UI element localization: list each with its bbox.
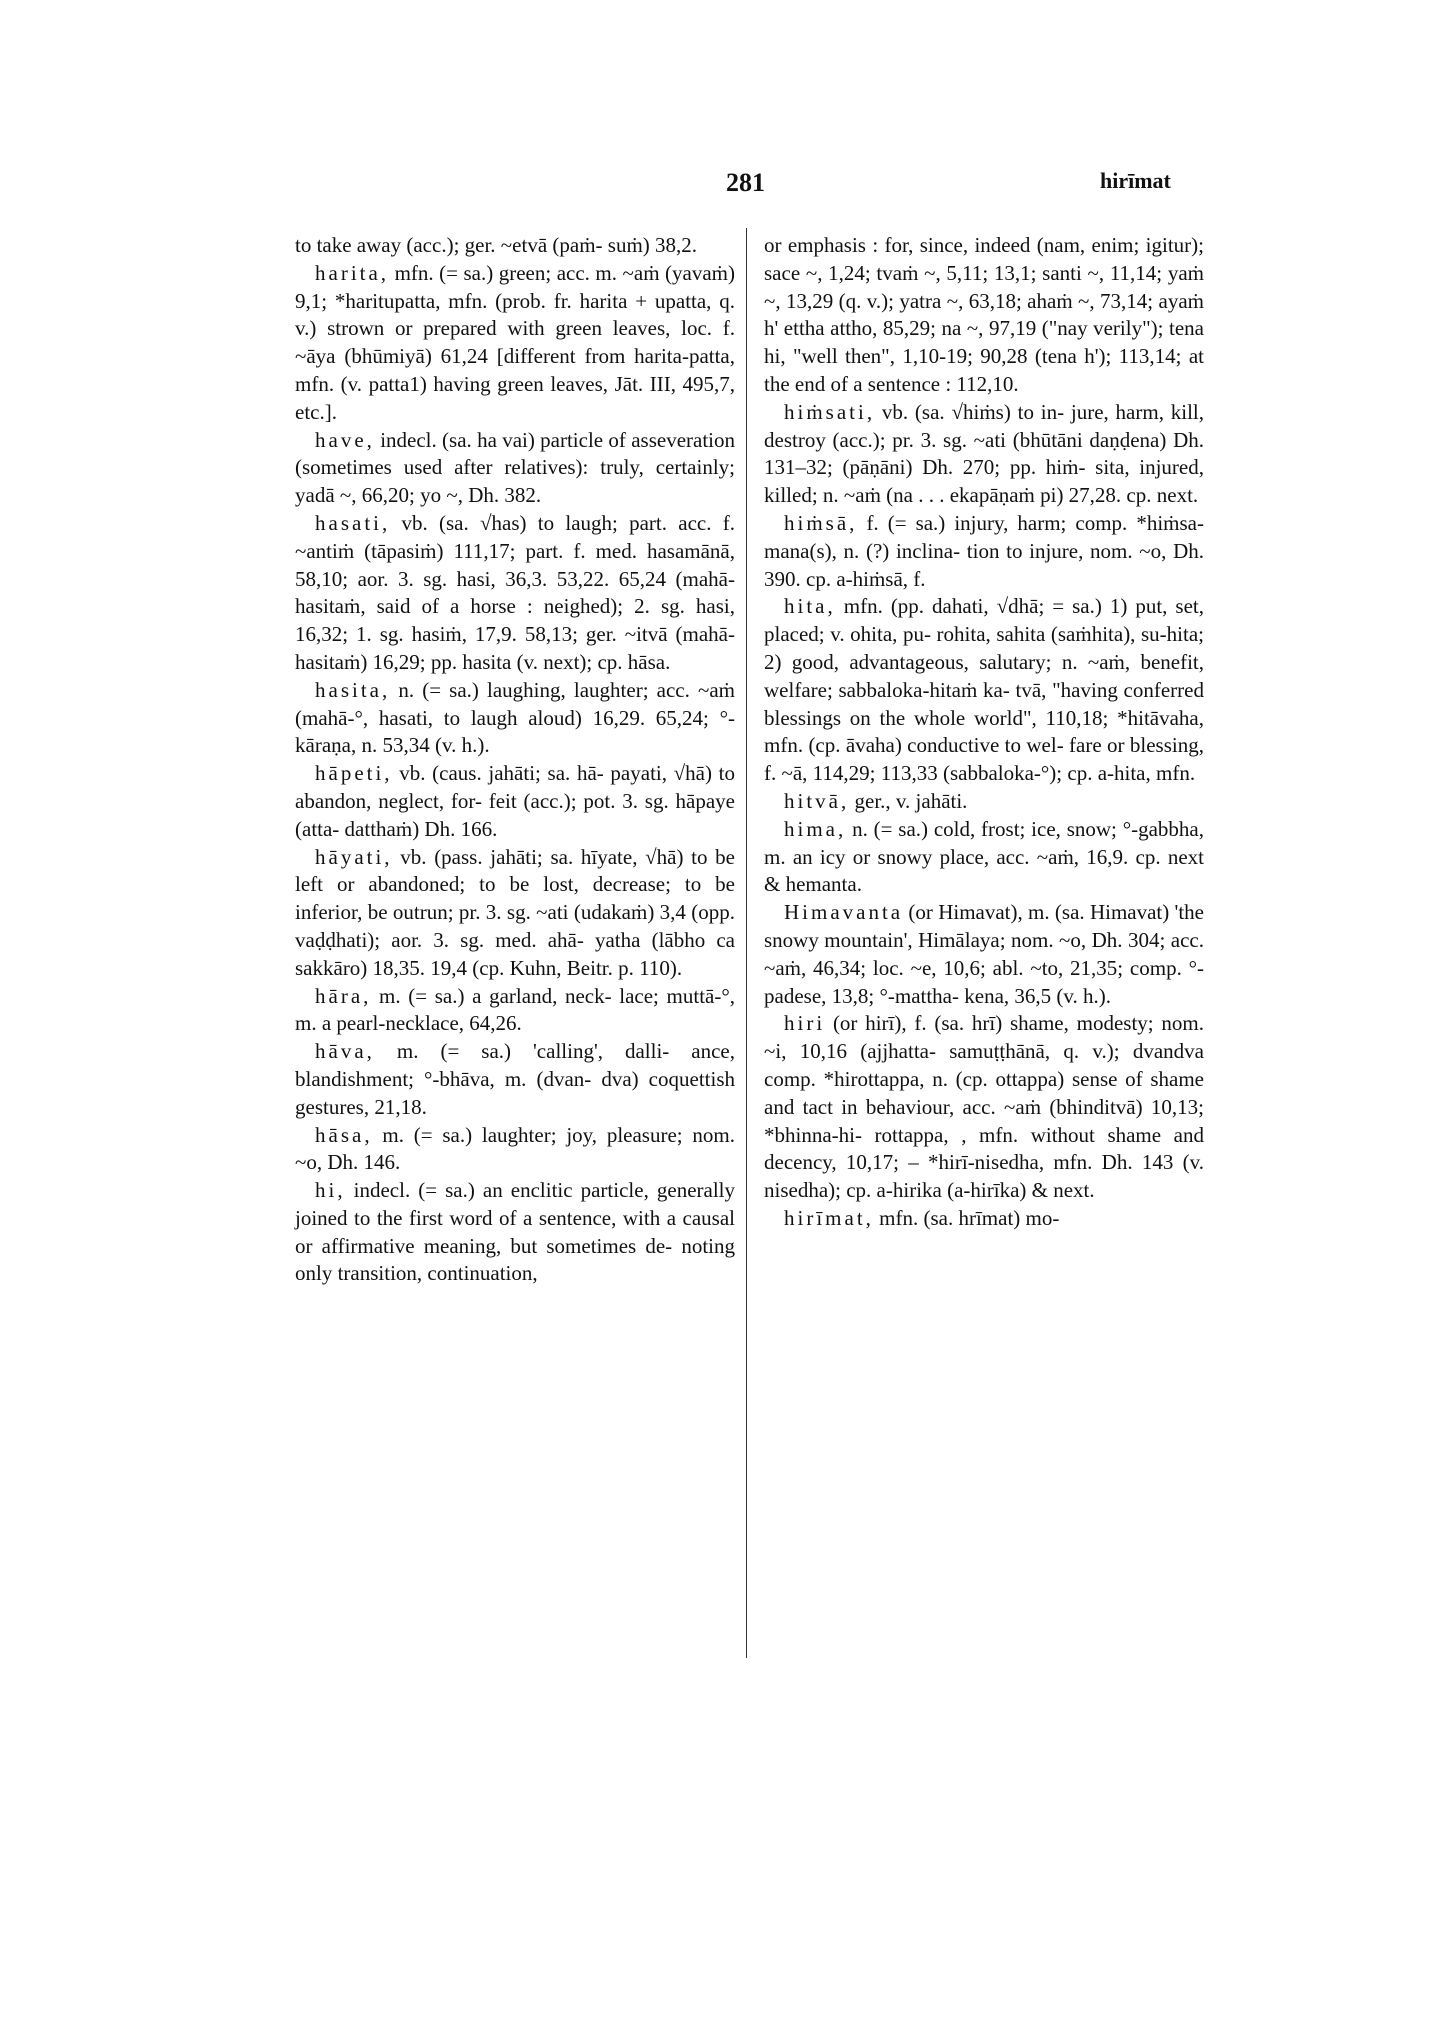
entry-text: mfn. (= sa.) green; acc. m. ~aṁ (yavaṁ) 9,1; *haritupatta, mfn. (prob. fr. harita + upatta, q. v.) strown or prepared with green leaves, loc. f. ~āya (bhūmiyā) 61,24 [different from harita-patta, mfn. (v. patta1) having green leaves, Jāt. III, 495,7, etc.]. bbox=[295, 260, 735, 424]
dictionary-entry bbox=[295, 260, 735, 427]
entry-text: (or hirī), f. (sa. hrī) shame, modesty; nom. ~i, 10,16 (ajjhatta- samuṭṭhānā, q. v.); dvandva comp. *hirottappa, n. (cp. ottappa) sense of shame and tact in behaviour, acc. ~aṁ (bhinditvā) 10,13; *bhinna-hi- rottappa, , mfn. without shame and decency, 10,17; – *hirī-nisedha, mfn. Dh. 143 (v. nisedha); cp. a-hirika (a-hirīka) & next. bbox=[764, 1011, 1204, 1203]
headword: hāpeti, bbox=[315, 761, 393, 786]
dictionary-entry bbox=[295, 1122, 735, 1178]
entry-text: indecl. (= sa.) an enclitic particle, generally joined to the first word of a sentence, with a causal or affirmative meaning, but sometimes de- noting only transition, continuation, bbox=[295, 1178, 735, 1286]
headword: hita, bbox=[784, 594, 836, 619]
headword: hi, bbox=[315, 1178, 346, 1203]
dictionary-entry bbox=[764, 1010, 1204, 1205]
dictionary-entry bbox=[764, 510, 1204, 593]
dictionary-entry bbox=[295, 983, 735, 1039]
dictionary-entry bbox=[295, 677, 735, 760]
dictionary-entry bbox=[764, 816, 1204, 899]
page-header bbox=[0, 168, 1440, 208]
entry-text: mfn. (sa. hrīmat) mo- bbox=[873, 1205, 1060, 1230]
dictionary-entry bbox=[295, 760, 735, 843]
entry-text: indecl. (sa. ha vai) particle of asseveration (sometimes used after relatives): truly, certainly; yadā ~, 66,20; yo ~, Dh. 382. bbox=[295, 427, 735, 508]
headword: hima, bbox=[784, 816, 847, 841]
entry-text: (or Himavat), m. (sa. Himavat) 'the snowy mountain', Himālaya; nom. ~o, Dh. 304; acc. ~aṁ, 46,34; loc. ~e, 10,6; abl. ~to, 21,35; comp. °-padese, 13,8; °-mattha- kena, 36,5 (v. h.). bbox=[764, 900, 1204, 1008]
entry-text: vb. (sa. √has) to laugh; part. acc. f. ~antiṁ (tāpasiṁ) 111,17; part. f. med. hasamānā, 58,10; aor. 3. sg. hasi, 36,3. 53,22. 65,24 (mahā- hasitaṁ, said of a horse : neighed); 2. sg. hasi, 16,32; 1. sg. hasiṁ, 17,9. 58,13; ger. ~itvā (mahā-hasitaṁ) 16,29; pp. hasita (v. next); cp. hāsa. bbox=[295, 510, 735, 674]
headword: hirīmat, bbox=[784, 1205, 874, 1230]
page-number: 281 bbox=[726, 168, 765, 197]
dictionary-entry bbox=[295, 1177, 735, 1288]
dictionary-entry bbox=[764, 232, 1204, 399]
dictionary-entry bbox=[764, 593, 1204, 788]
entry-text: m. (= sa.) laughter; joy, pleasure; nom. ~o, Dh. 146. bbox=[295, 1122, 735, 1175]
right-column bbox=[764, 232, 1204, 1233]
headword: hiṁsā, bbox=[784, 510, 858, 535]
dictionary-entry bbox=[295, 427, 735, 510]
entry-text: to take away (acc.); ger. ~etvā (paṁ- suṁ) 38,2. bbox=[295, 233, 698, 257]
headword: harita, bbox=[315, 260, 390, 285]
column-divider bbox=[746, 228, 747, 1658]
dictionary-entry bbox=[295, 232, 735, 260]
dictionary-entry bbox=[764, 1205, 1204, 1233]
headword: hiri bbox=[784, 1011, 826, 1036]
entry-text: mfn. (pp. dahati, √dhā; = sa.) 1) put, set, placed; v. ohita, pu- rohita, sahita (saṁhita), su-hita; 2) good, advantageous, salutary; n. ~aṁ, benefit, welfare; sabbaloka-hitaṁ ka- tvā, "having conferred blessings on the whole world", 110,18; *hitāvaha, mfn. (cp. āvaha) conductive to wel- fare or blessing, f. ~ā, 114,29; 113,33 (sabbaloka-°); cp. a-hita, mfn. bbox=[764, 594, 1204, 786]
entry-text: ger., v. jahāti. bbox=[849, 788, 968, 813]
entry-text: f. (= sa.) injury, harm; comp. *hiṁsa-mana(s), n. (?) inclina- tion to injure, nom. ~o, Dh. 390. cp. a-hiṁsā, f. bbox=[764, 510, 1204, 591]
dictionary-entry bbox=[764, 788, 1204, 816]
headword: hitvā, bbox=[784, 788, 850, 813]
left-column bbox=[295, 232, 735, 1288]
headword: hāyati, bbox=[315, 844, 393, 869]
headword: hāva, bbox=[315, 1039, 375, 1064]
entry-text: vb. (caus. jahāti; sa. hā- payati, √hā) to abandon, neglect, for- feit (acc.); pot. 3. sg. hāpaye (atta- datthaṁ) Dh. 166. bbox=[295, 761, 735, 841]
entry-text: m. (= sa.) a garland, neck- lace; muttā-°, m. a pearl-necklace, 64,26. bbox=[295, 983, 735, 1036]
running-head: hirīmat bbox=[1100, 168, 1171, 193]
entry-text: vb. (pass. jahāti; sa. hīyate, √hā) to be left or abandoned; to be lost, decrease; to be inferior, be outrun; pr. 3. sg. ~ati (udakaṁ) 3,4 (opp. vaḍḍhati); aor. 3. sg. med. ahā- yatha (lābho ca sakkāro) 18,35. 19,4 (cp. Kuhn, Beitr. p. 110). bbox=[295, 844, 735, 980]
dictionary-entry bbox=[764, 399, 1204, 510]
headword: hasati, bbox=[315, 510, 391, 535]
entry-text: vb. (sa. √hiṁs) to in- jure, harm, kill, destroy (acc.); pr. 3. sg. ~ati (bhūtāni daṇḍena) Dh. 131–32; (pāṇāni) Dh. 270; pp. hiṁ- sita, injured, killed; n. ~aṁ (na . . . ekapāṇaṁ pi) 27,28. cp. next. bbox=[764, 399, 1204, 508]
dictionary-entry bbox=[764, 899, 1204, 1010]
headword: hasita, bbox=[315, 677, 391, 702]
entry-text: m. (= sa.) 'calling', dalli- ance, blandishment; °-bhāva, m. (dvan- dva) coquettish gestures, 21,18. bbox=[295, 1039, 735, 1119]
headword: hiṁsati, bbox=[784, 399, 876, 424]
headword: have, bbox=[315, 427, 375, 452]
dictionary-entry bbox=[295, 1038, 735, 1121]
entry-text: n. (= sa.) cold, frost; ice, snow; °-gabbha, m. an icy or snowy place, acc. ~aṁ, 16,9. cp. next & hemanta. bbox=[764, 816, 1204, 897]
dictionary-entry bbox=[295, 510, 735, 677]
entry-text: or emphasis : for, since, indeed (nam, enim; igitur); sace ~, 1,24; tvaṁ ~, 5,11; 13,1; santi ~, 11,14; yaṁ ~, 13,29 (q. v.); yatra ~, 63,18; ahaṁ ~, 73,14; ayaṁ h' ettha attho, 85,29; na ~, 97,19 ("nay verily"); tena hi, "well then", 1,10-19; 90,28 (tena h'); 113,14; at the end of a sentence : 112,10. bbox=[764, 233, 1204, 396]
headword: hāsa, bbox=[315, 1122, 373, 1147]
entry-text: n. (= sa.) laughing, laughter; acc. ~aṁ (mahā-°, hasati, to laugh aloud) 16,29. 65,24; °-kāraṇa, n. 53,34 (v. h.). bbox=[295, 677, 735, 758]
dictionary-entry bbox=[295, 844, 735, 983]
headword: hāra, bbox=[315, 983, 372, 1008]
headword: Himavanta bbox=[784, 900, 904, 925]
